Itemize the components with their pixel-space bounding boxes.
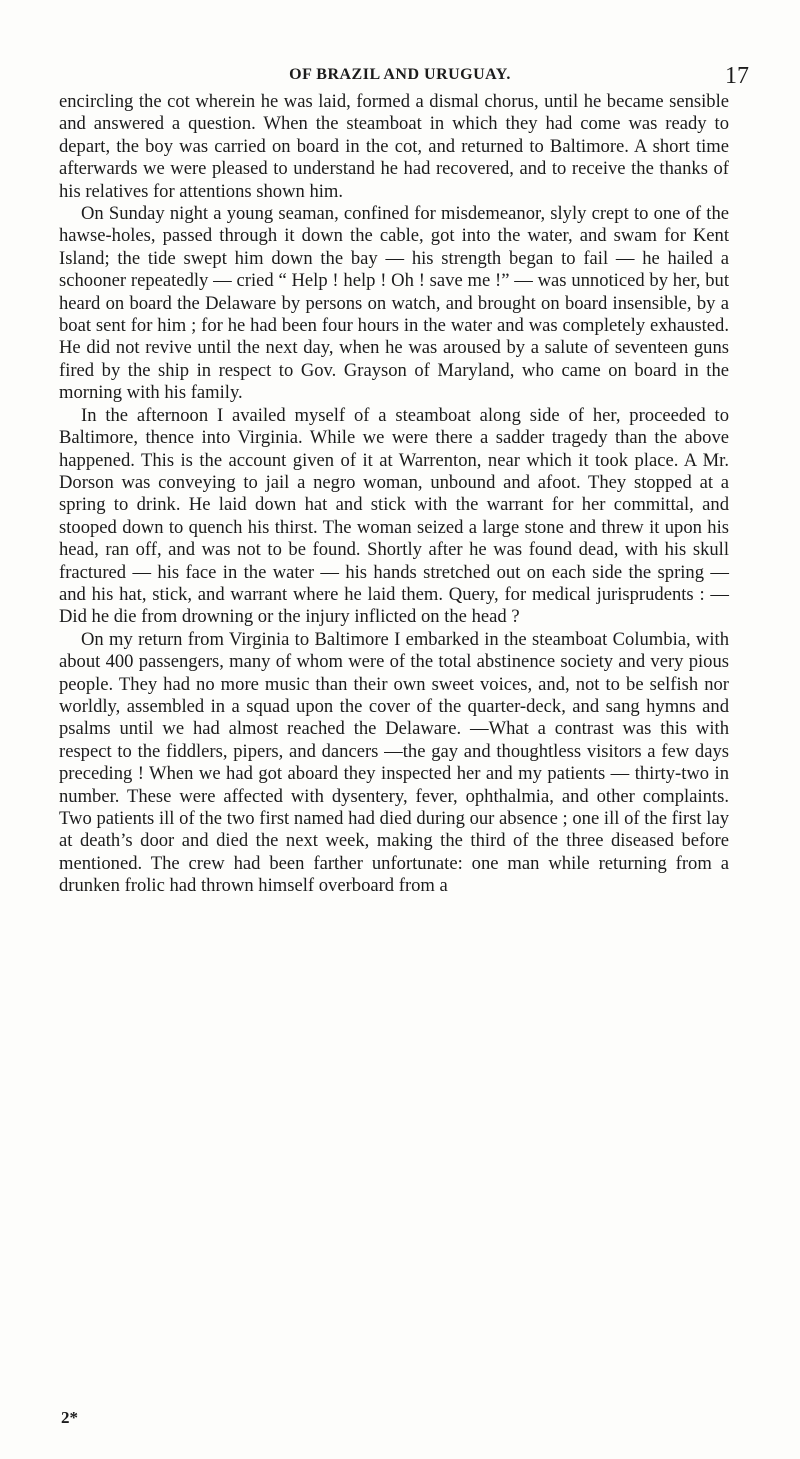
paragraph: On Sunday night a young seaman, confined for misdemeanor, slyly crept to one of the hawse-holes, passed through it down the cable, got into the water, and swam for Kent Island; the tide swept him down the bay — his strength began to fail — he hailed a schooner repeatedly — cried “ Help ! help ! Oh ! save me !” — was unnoticed by her, but heard on board the Delaware by persons on watch, and brought on board insensible, by a boat sent for him ; for he had been four hours in the water and was completely exhausted. He did not revive until the next day, when he was aroused by a salute of seventeen guns fired by the ship in respect to Gov. Grayson of Maryland, who came on board in the morning with his family. — [59, 203, 729, 404]
paragraph: In the afternoon I availed myself of a steamboat along side of her, proceeded to Baltimore, thence into Virginia. While we were there a sadder tragedy than the above happened. This is the account given of it at Warrenton, near which it took place. A Mr. Dorson was conveying to jail a negro woman, unbound and afoot. They stopped at a spring to drink. He laid down hat and stick with the warrant for her committal, and stooped down to quench his thirst. The woman seized a large stone and threw it upon his head, ran off, and was not to be found. Shortly after he was found dead, with his skull fractured — his face in the water — his hands stretched out on each side the spring — and his hat, stick, and warrant where he laid them. Query, for medical jurisprudents : — Did he die from drowning or the injury inflicted on the head ? — [59, 404, 729, 628]
page-number: 17 — [725, 63, 749, 89]
running-title: OF BRAZIL AND URUGUAY. — [289, 66, 511, 83]
signature-mark: 2* — [61, 1408, 78, 1427]
paragraph: On my return from Virginia to Baltimore I embarked in the steamboat Columbia, with about 400 passengers, many of whom were of the total abstinence society and very pious people. They had no more music than their own sweet voices, and, not to be selfish nor worldly, assembled in a squad upon the cover of the quarter-deck, and sang hymns and psalms until we had almost reached the Delaware. —What a contrast was this with respect to the fiddlers, pipers, and dancers —the gay and thoughtless visitors a few days preceding ! When we had got aboard they inspected her and my patients — thirty-two in number. These were affected with dysentery, fever, ophthalmia, and other complaints. Two patients ill of the two first named had died during our absence ; one ill of the first lay at death’s door and died the next week, making the third of the three diseased before mentioned. The crew had been farther unfortunate: one man while returning from a drunken frolic had thrown himself overboard from a — [59, 628, 729, 897]
body-text — [59, 91, 729, 898]
paragraph: encircling the cot wherein he was laid, formed a dismal chorus, until he became sensible and answered a question. When the steamboat in which they had come was ready to depart, the boy was carried on board in the cot, and returned to Baltimore. A short time afterwards we were pleased to understand he had recovered, and to receive the thanks of his relatives for attentions shown him. — [59, 91, 729, 202]
